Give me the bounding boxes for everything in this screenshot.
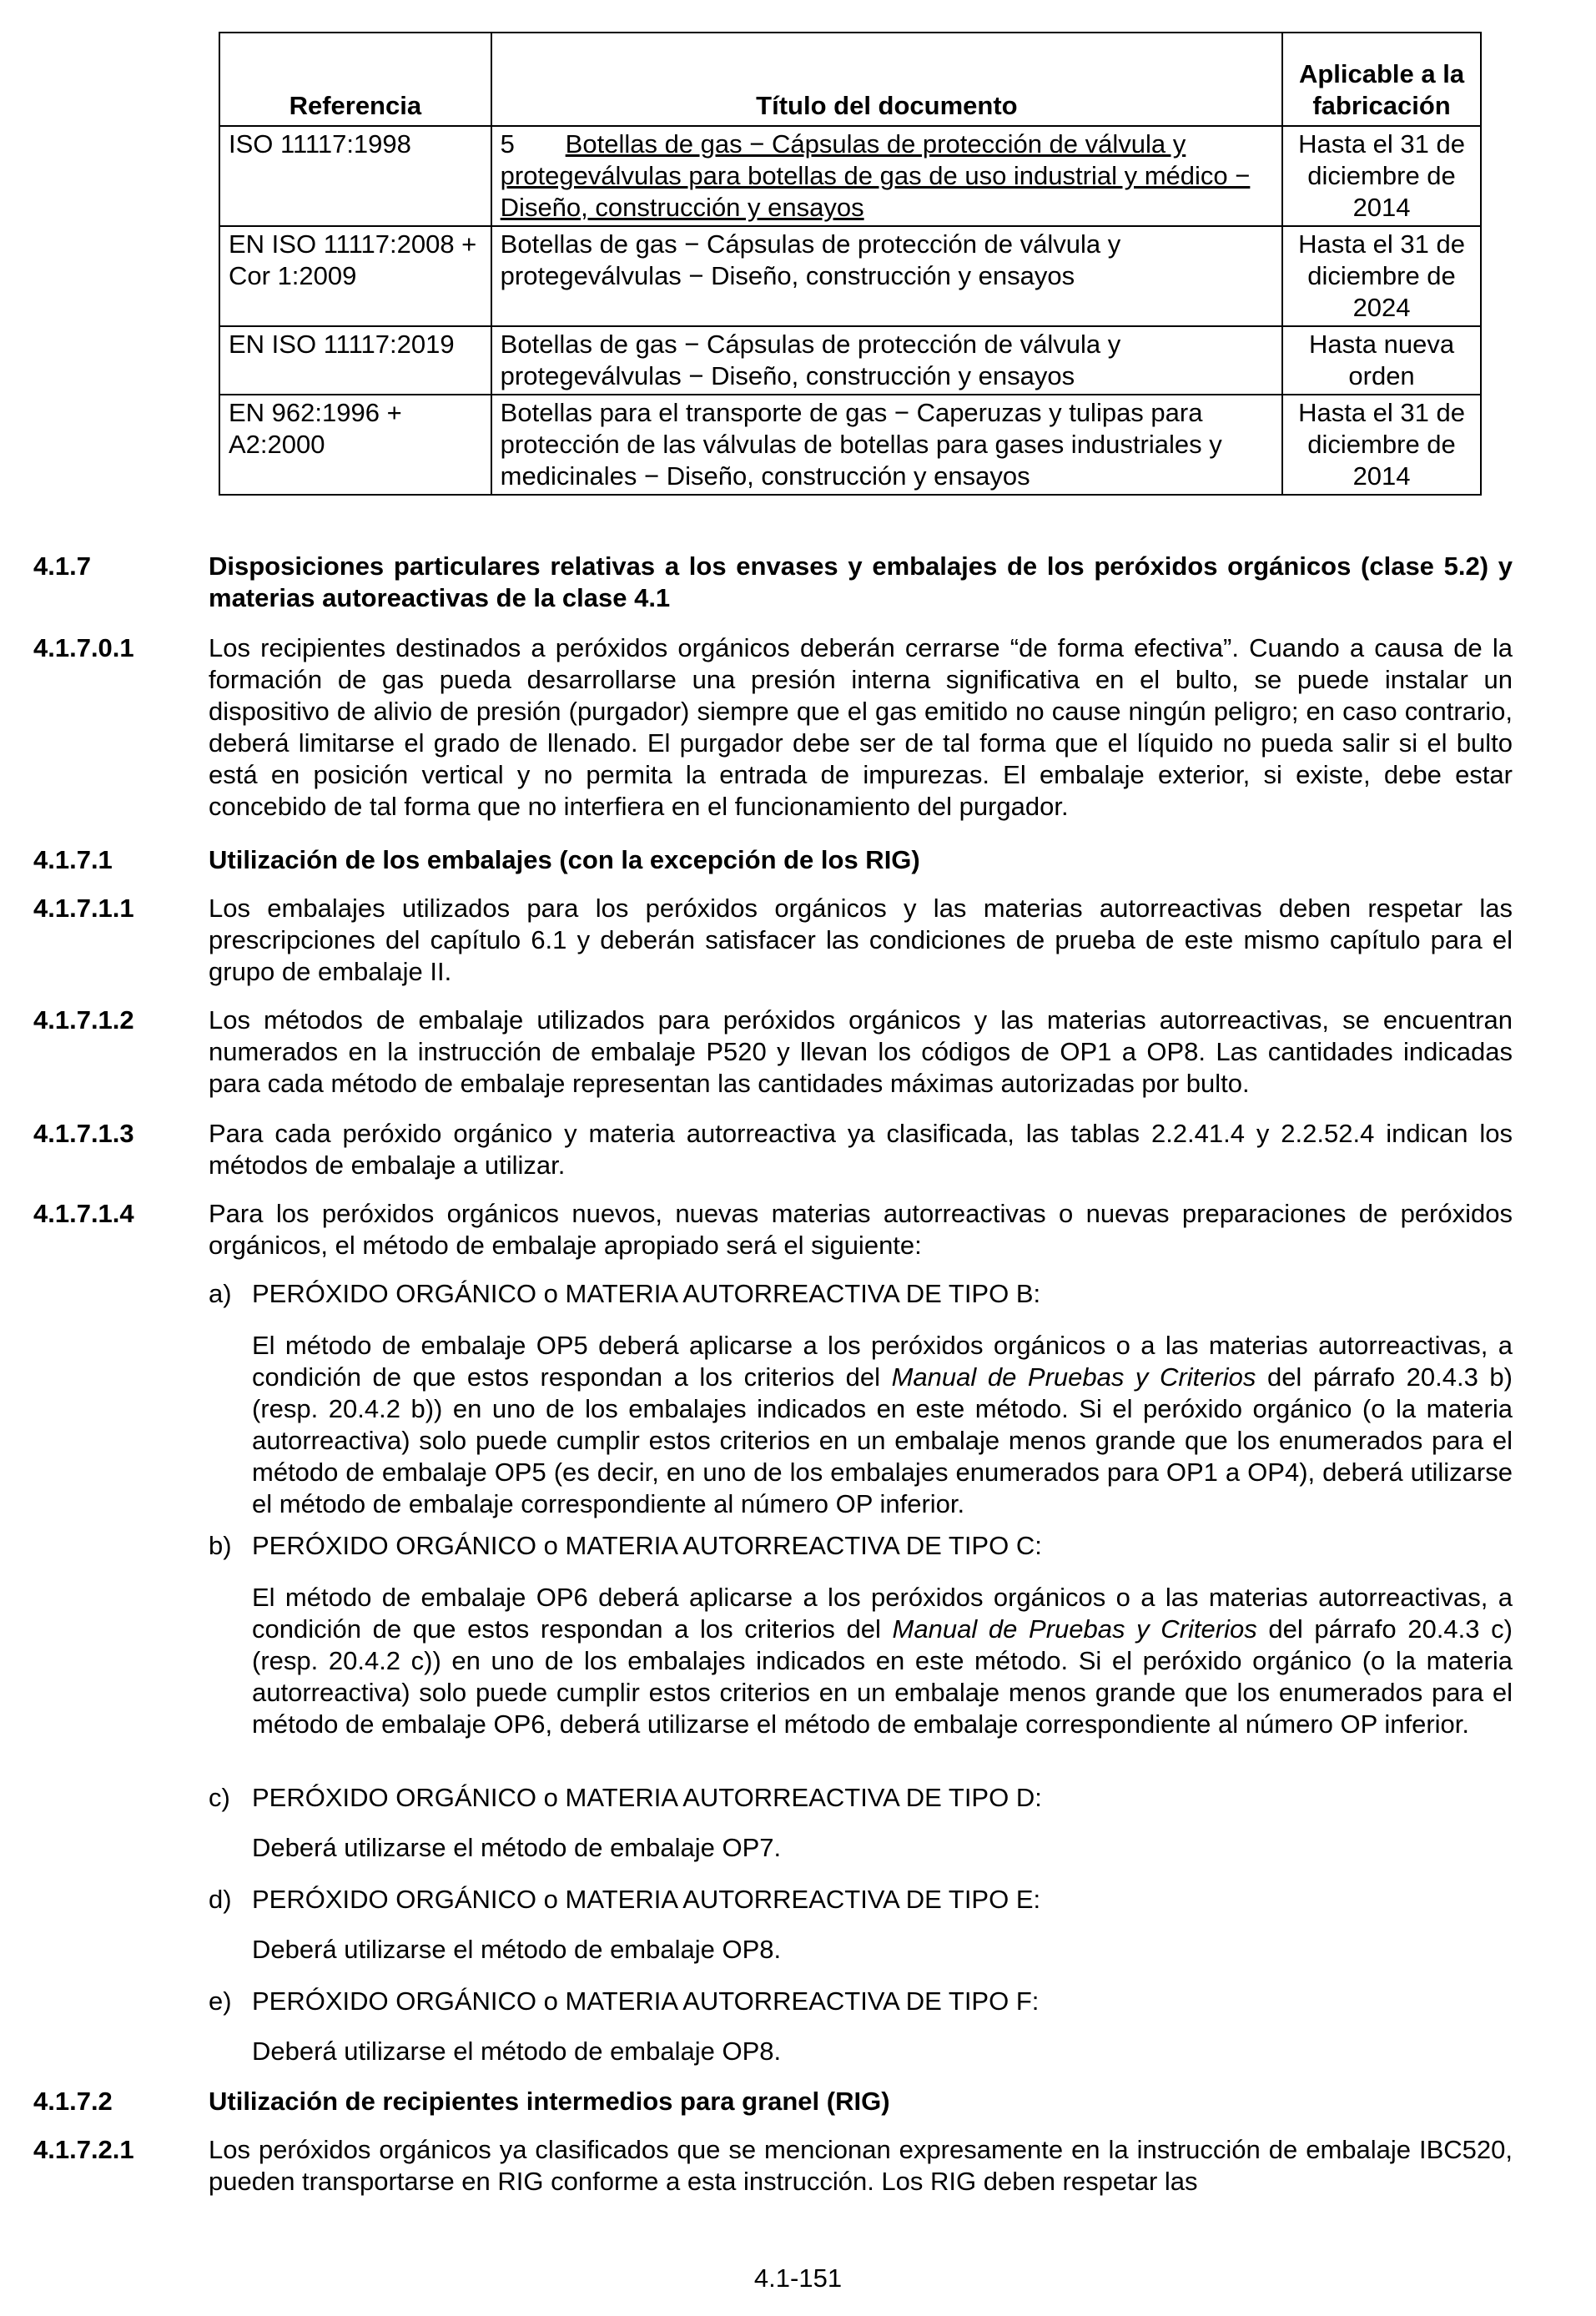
section-4-1-7-1-1 [33, 893, 1513, 988]
list-item-d [209, 1884, 1513, 1916]
cell-title-number: 5 [500, 129, 515, 159]
section-text: Los embalajes utilizados para los peróxidos orgánicos y las materias autorreactivas deben respetar las prescripciones del capítulo 6.1 y deberán satisfacer las condiciones de prueba de este mismo capítulo para el grupo de embalaje II. [209, 894, 1513, 986]
cell-reference: ISO 11117:1998 [219, 126, 491, 226]
list-item-label: b) [209, 1531, 232, 1560]
section-number: 4.1.7.0.1 [33, 633, 134, 662]
cell-applicable: Hasta nueva orden [1282, 326, 1481, 395]
header-title: Título del documento [491, 33, 1282, 126]
cell-applicable: Hasta el 31 de diciembre de 2024 [1282, 226, 1481, 326]
cell-applicable: Hasta el 31 de diciembre de 2014 [1282, 395, 1481, 495]
table-row [219, 226, 1481, 326]
standards-table [219, 32, 1482, 496]
cell-title-text: Botellas de gas − Cápsulas de protección de válvula y protegeválvulas para botellas de gas de uso industrial y médico − Diseño, construcción y ensayos [500, 129, 1251, 222]
cell-title [491, 126, 1282, 226]
list-item-heading: PERÓXIDO ORGÁNICO o MATERIA AUTORREACTIVA DE TIPO C: [252, 1531, 1042, 1560]
cell-reference: EN ISO 11117:2008 + Cor 1:2009 [219, 226, 491, 326]
cell-reference: EN 962:1996 + A2:2000 [219, 395, 491, 495]
section-4-1-7-1-3 [33, 1118, 1513, 1181]
table-row [219, 326, 1481, 395]
section-4-1-7-1 [33, 844, 1513, 876]
section-4-1-7 [33, 551, 1513, 614]
list-item-e-paragraph: Deberá utilizarse el método de embalaje OP8. [252, 2037, 782, 2066]
list-item-a-paragraph [252, 1330, 1513, 1520]
header-applicable: Aplicable a la fabricación [1282, 33, 1481, 126]
header-reference: Referencia [219, 33, 491, 126]
section-number: 4.1.7.1.3 [33, 1119, 134, 1148]
section-text: Los métodos de embalaje utilizados para peróxidos orgánicos y las materias autorreactivas, se encuentran numerados en la instrucción de embalaje P520 y llevan los códigos de OP1 a OP8. Las cantidades indicadas para cada método de embalaje representan las cantidades máximas autorizadas por bulto. [209, 1005, 1513, 1098]
page-number: 4.1-151 [753, 2263, 843, 2293]
section-number: 4.1.7.2 [33, 2087, 113, 2116]
list-item-label: a) [209, 1279, 232, 1308]
section-4-1-7-2 [33, 2086, 1513, 2117]
list-item-c-paragraph: Deberá utilizarse el método de embalaje OP7. [252, 1833, 782, 1862]
list-item-heading: PERÓXIDO ORGÁNICO o MATERIA AUTORREACTIVA DE TIPO D: [252, 1783, 1042, 1812]
list-item-e [209, 1986, 1513, 2017]
list-item-d-paragraph: Deberá utilizarse el método de embalaje OP8. [252, 1935, 782, 1964]
paragraph-text: del párrafo 20.4.3 c) (resp. 20.4.2 c)) en uno de los embalajes indicados en este método. Si el peróxido orgánico (o la materia autorreactiva) solo puede cumplir estos criterios en un embalaje menos grande que los enumerados para el método de embalaje OP6, deberá utilizarse el método de embalaje correspondiente al número OP inferior. [252, 1614, 1513, 1739]
cell-title: Botellas de gas − Cápsulas de protección de válvula y protegeválvulas − Diseño, construcción y ensayos [491, 226, 1282, 326]
section-4-1-7-1-2 [33, 1004, 1513, 1100]
cell-applicable: Hasta el 31 de diciembre de 2014 [1282, 126, 1481, 226]
manual-title: Manual de Pruebas y Criterios [891, 1362, 1256, 1392]
section-number: 4.1.7.1.4 [33, 1199, 134, 1228]
cell-title: Botellas de gas − Cápsulas de protección de válvula y protegeválvulas − Diseño, construcción y ensayos [491, 326, 1282, 395]
section-4-1-7-2-1 [33, 2134, 1513, 2198]
list-item-c [209, 1782, 1513, 1814]
section-heading: Utilización de recipientes intermedios para granel (RIG) [209, 2087, 890, 2116]
section-text: Los peróxidos orgánicos ya clasificados que se mencionan expresamente en la instrucción de embalaje IBC520, pueden transportarse en RIG conforme a esta instrucción. Los RIG deben respetar las [209, 2135, 1513, 2196]
list-item-heading: PERÓXIDO ORGÁNICO o MATERIA AUTORREACTIVA DE TIPO F: [252, 1986, 1040, 2016]
list-item-label: c) [209, 1783, 230, 1812]
section-4-1-7-1-4 [33, 1198, 1513, 1261]
section-4-1-7-0-1 [33, 632, 1513, 823]
list-item-b-paragraph [252, 1582, 1513, 1740]
list-item-label: e) [209, 1986, 232, 2016]
table-row [219, 395, 1481, 495]
section-number: 4.1.7.1.2 [33, 1005, 134, 1035]
table-row [219, 126, 1481, 226]
section-text: Los recipientes destinados a peróxidos orgánicos deberán cerrarse “de forma efectiva”. Cuando a causa de la formación de gas pueda desarrollarse una presión interna significativa en el bulto, se puede instalar un dispositivo de alivio de presión (purgador) siempre que el gas emitido no cause ningún peligro; en caso contrario, deberá limitarse el grado de llenado. El purgador debe ser de tal forma que el líquido no pueda salir si el bulto está en posición vertical y no permita la entrada de impurezas. El embalaje exterior, si existe, debe estar concebido de tal forma que no interfiera en el funcionamiento del purgador. [209, 633, 1513, 821]
manual-title: Manual de Pruebas y Criterios [892, 1614, 1257, 1644]
paragraph-text: del párrafo 20.4.3 b) (resp. 20.4.2 b)) en uno de los embalajes indicados en este método. Si el peróxido orgánico (o la materia autorreactiva) solo puede cumplir estos criterios en un embalaje menos grande que los enumerados para el método de embalaje OP5 (es decir, en uno de los embalajes enumerados para OP1 a OP4), deberá utilizarse el método de embalaje correspondiente al número OP inferior. [252, 1362, 1513, 1518]
paragraph-text: El método de embalaje OP6 deberá aplicarse a los peróxidos orgánicos o a las materias autorreactivas, a condición de que estos respondan a los criterios del [252, 1583, 1513, 1644]
section-number: 4.1.7.1.1 [33, 894, 134, 923]
list-item-label: d) [209, 1885, 232, 1914]
section-number: 4.1.7 [33, 551, 91, 581]
cell-reference: EN ISO 11117:2019 [219, 326, 491, 395]
section-number: 4.1.7.2.1 [33, 2135, 134, 2164]
section-heading: Disposiciones particulares relativas a los envases y embalajes de los peróxidos orgánicos (clase 5.2) y materias autoreactivas de la clase 4.1 [209, 551, 1513, 612]
section-text: Para cada peróxido orgánico y materia autorreactiva ya clasificada, las tablas 2.2.41.4 y 2.2.52.4 indican los métodos de embalaje a utilizar. [209, 1119, 1513, 1180]
section-text: Para los peróxidos orgánicos nuevos, nuevas materias autorreactivas o nuevas preparaciones de peróxidos orgánicos, el método de embalaje apropiado será el siguiente: [209, 1199, 1513, 1260]
list-item-a [209, 1278, 1513, 1310]
table-header-row [219, 33, 1481, 126]
section-number: 4.1.7.1 [33, 845, 113, 874]
list-item-b [209, 1530, 1513, 1562]
list-item-heading: PERÓXIDO ORGÁNICO o MATERIA AUTORREACTIVA DE TIPO B: [252, 1279, 1041, 1308]
list-item-heading: PERÓXIDO ORGÁNICO o MATERIA AUTORREACTIVA DE TIPO E: [252, 1885, 1041, 1914]
section-heading: Utilización de los embalajes (con la excepción de los RIG) [209, 845, 920, 874]
cell-title: Botellas para el transporte de gas − Caperuzas y tulipas para protección de las válvulas de botellas para gases industriales y medicinales − Diseño, construcción y ensayos [491, 395, 1282, 495]
paragraph-text: El método de embalaje OP5 deberá aplicarse a los peróxidos orgánicos o a las materias autorreactivas, a condición de que estos respondan a los criterios del [252, 1331, 1513, 1392]
